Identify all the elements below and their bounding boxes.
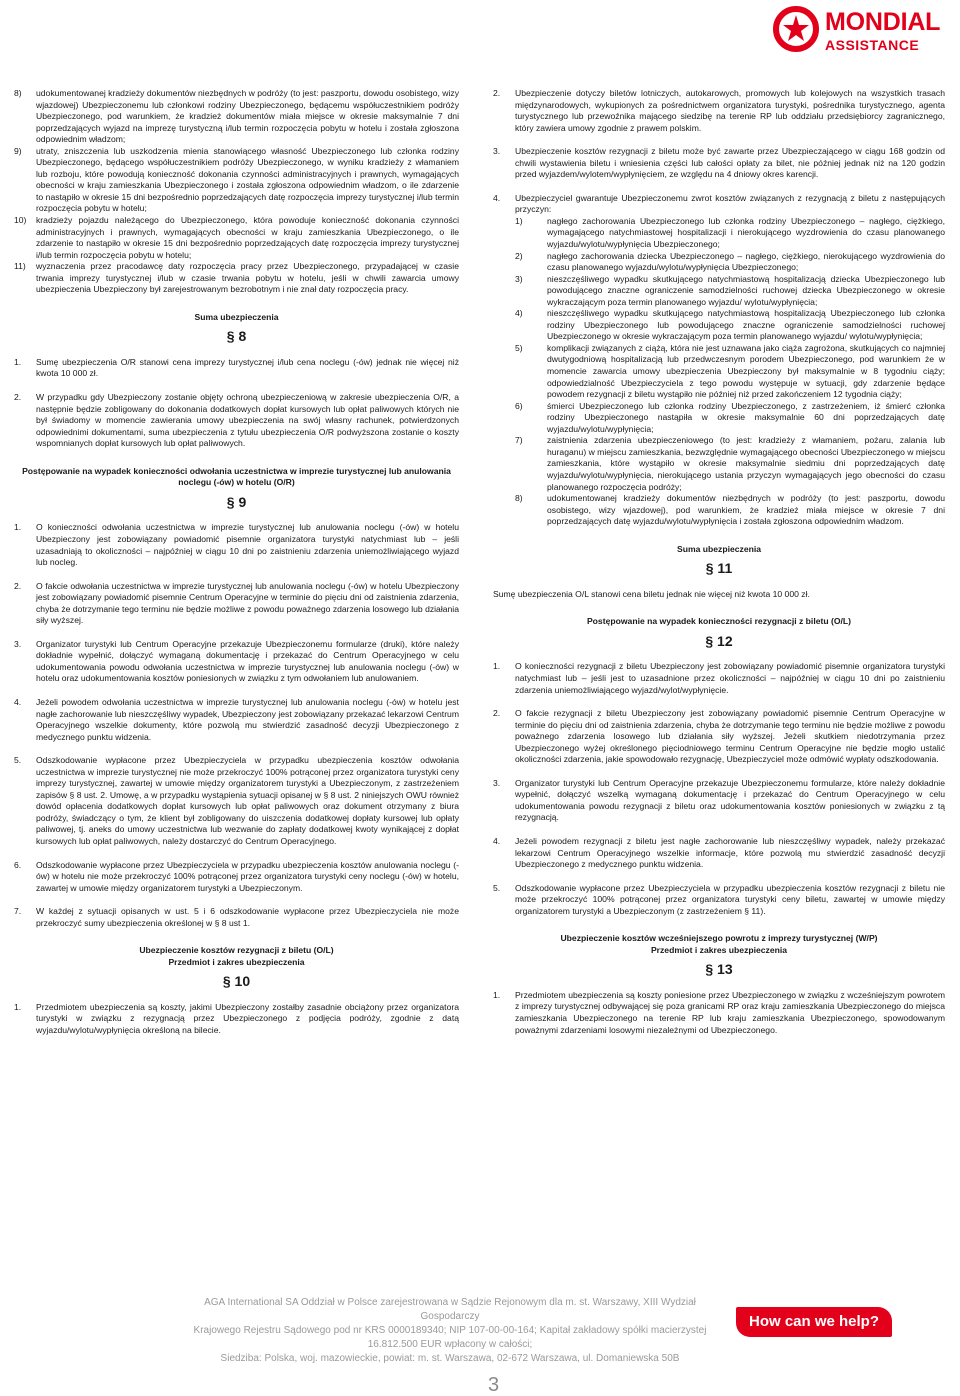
item-number: 7. (14, 906, 22, 917)
item-text: Przedmiotem ubezpieczenia są koszty, jakimi Ubezpieczony zostałby zasadnie obciążony przez organizatora turystyki w związku z rezygnacją przez Ubezpieczonego z podjęcia podróży, zgodnie z datą wyjazdu/wylotu/wypłynięcia określoną na bilecie. (36, 1001, 459, 1035)
list-item (493, 990, 945, 1036)
list-item (493, 708, 945, 766)
item-text: nagłego zachorowania dziecka Ubezpieczonego – nagłego, ciężkiego, nierokującego wyzdrowienia do czasu planowanego wyjazdu/wylotu/wypłynięcia Ubezpieczonego; (547, 250, 945, 273)
item-number: 6) (515, 400, 523, 411)
list-item (14, 88, 459, 146)
item-number: 1. (14, 1001, 22, 1012)
item-text: Organizator turystyki lub Centrum Operacyjne przekazuje Ubezpieczonemu formularze (druki), które należy dokładnie wypełnić, dołączyć wymaganą dokumentację i przekazać do Centrum Operacyjnego w celu udokumentowania powodu odwołania uczestnictwa w imprezie turystycznej lub anulowania noclegu (-ów) w hotelu oraz udokumentowania kosztów poniesionych w związku z tym odwołaniem lub anulowaniem. (36, 638, 459, 684)
item-text: wyznaczenia przez pracodawcę daty rozpoczęcia pracy przez Ubezpieczonego, przypadającej w czasie trwania imprezy turystycznej i/lub w czasie trwania pobytu w hotelu, jeśli w chwili zawarcia umowy ubezpieczenia Ubezpieczony był zarejestrowanym bezrobotnym i nie znał daty rozpoczęcia pracy. (36, 261, 459, 295)
item-number: 1. (493, 661, 501, 672)
list-item (515, 493, 945, 528)
list-item (14, 581, 459, 627)
section-number: § 9 (226, 493, 247, 510)
list-item (515, 308, 945, 343)
item-number: 2. (493, 708, 501, 719)
item-number: 8) (14, 88, 22, 98)
item-number: 5. (14, 755, 22, 766)
footer-line: Krajowego Rejestru Sądowego pod nr KRS 0000189340; NIP 107-00-00-164; Kapitał zakładowy spółki macierzystej 16.812.500 EUR wpłacony w całości; (193, 1325, 707, 1350)
section-heading: Ubezpieczenie kosztów rezygnacji z biletu (O/L) Przedmiot i zakres ubezpieczenia (139, 945, 334, 967)
section-heading: Ubezpieczenie kosztów wcześniejszego powrotu z imprezy turystycznej (W/P) Przedmiot i zakres ubezpieczenia (560, 933, 878, 955)
item-text: Odszkodowanie wypłacone przez Ubezpieczyciela w przypadku ubezpieczenia kosztów anulowania noclegu (-ów) w hotelu nie może przekroczyć 100% potrąconej przez organizatora turystyki ceny noclegu (-ów) w hotelu, zawartej w umowie między organizatorem turystyki a Ubezpieczonym. (36, 859, 459, 893)
item-number: 5) (515, 342, 523, 353)
item-text: Ubezpieczyciel gwarantuje Ubezpieczonemu zwrot kosztów związanych z rezygnacją z biletu z następujących przyczyn: (515, 192, 945, 215)
section-heading: Postępowanie na wypadek konieczności rezygnacji z biletu (O/L) (586, 616, 852, 627)
brand-name: MONDIAL (825, 8, 941, 36)
item-number: 1. (14, 356, 22, 367)
item-text: utraty, zniszczenia lub uszkodzenia mienia stanowiącego własność Ubezpieczonego lub członka rodziny Ubezpieczonego, będącego współuczestnikiem podróży Ubezpieczonego, w wyniku kradzieży z włamaniem lub rozboju, które powodują konieczność dokonania czynności administracyjnych i prawnych, wymagających obecności w kraju zamieszkania Ubezpieczonego i została zgłoszona odpowiednim władzom, o ile zdarzenie to nastąpiło w okresie 15 dni bezpośrednio poprzedzających datę rozpoczęcia imprezy turystycznej i/lub termin rozpoczęcia pobytu w hotelu; (36, 145, 459, 214)
left-column (14, 88, 459, 1044)
section-number: § 13 (705, 961, 733, 978)
item-text: W każdej z sytuacji opisanych w ust. 5 i 6 odszkodowanie wypłacone przez Ubezpieczyciela nie może przekroczyć sumy ubezpieczenia określonej w § 8 ust 1. (36, 906, 459, 928)
item-number: 7) (515, 435, 523, 446)
item-number: 6. (14, 859, 22, 870)
item-number: 5. (493, 882, 501, 893)
item-number: 11) (14, 261, 26, 272)
list-item (493, 883, 945, 918)
item-text: W przypadku gdy Ubezpieczony zostanie objęty ochroną ubezpieczeniową w zakresie ubezpieczenia O/R, a następnie będzie zobligowany do dokonania dodatkowych dopłat kursowych lub opłat paliwowych których nie był świadomy w momencie zawierania umowy ubezpieczenia na swój własny rachunek, potwierdzonych odpowiednimi dokumentami, suma ubezpieczenia z tytułu ubezpieczenia O/R podwyższona zostanie o koszty wspomnianych dopłat kursowych lub opłat paliwowych. (36, 392, 459, 449)
list-item (14, 697, 459, 743)
section-number: § 8 (226, 328, 247, 345)
list-item (14, 1002, 459, 1037)
item-text: O konieczności odwołania uczestnictwa w imprezie turystycznej lub anulowania noclegu (-ów) w hotelu Ubezpieczony jest zobowiązany powiadomić pisemnie organizatora turystyki natychmiast lub – jeśli uzasadniają to okoliczności – najpóźniej w ciągu 10 dni po zaistnieniu zdarzenia uniemożliwiającego wyjazd lub nocleg. (36, 522, 459, 568)
list-item (14, 215, 459, 261)
item-text: nagłego zachorowania Ubezpieczonego lub członka rodziny Ubezpieczonego – nagłego, ciężkiego, wymagającego natychmiastowej hospitalizacji i nierokującego wyzdrowienia do czasu planowanego wyjazdu/wylotu/wypłynięcia Ubezpieczonego; (547, 215, 945, 250)
item-text: O konieczności rezygnacji z biletu Ubezpieczony jest zobowiązany powiadomić pisemnie organizatora turystyki natychmiast lub – jeśli jest to uzasadnione przez okoliczności – najpóźniej w ciągu 10 dni po zaistnieniu zdarzenia uniemożliwiającego wyjazd/wylot/wypłynięcie. (515, 661, 945, 695)
item-number: 4. (493, 192, 501, 203)
reasons-list (493, 216, 945, 528)
list-item (493, 193, 945, 216)
item-number: 10) (14, 215, 27, 226)
list-item (14, 755, 459, 847)
item-number: 3) (515, 273, 523, 284)
left-list-a (14, 88, 459, 296)
mondial-emblem-icon (773, 6, 819, 52)
item-text: Jeżeli powodem rezygnacji z biletu jest nagłe zachorowanie lub nieszczęśliwy wypadek, należy przekazać lekarzowi Centrum Operacyjnego wszelkie informacje, które pozwolą mu stwierdzić zasadność decyzji Ubezpieczonego z medycznego punktu widzenia. (515, 835, 945, 870)
item-text: komplikacji związanych z ciążą, która nie jest uznawana jako ciąża zagrożona, skutkujących co najmniej dwutygodniową hospitalizacją lub przedwczesnym porodem Ubezpieczonego, pod warunkiem że w momencie zawarcia umowy ubezpieczenia Ubezpieczony był maksymalnie w 8 tygodniu ciąży; odpowiedzialność Ubezpieczyciela z tego powodu występuje w sytuacji, gdy zdarzenie będące powodem rezygnacji z biletu wystąpiło nie później niż przed zakończeniem 12 tygodnia ciąży; (547, 342, 945, 400)
list-item (14, 522, 459, 568)
list-item (515, 401, 945, 436)
item-text: Sumę ubezpieczenia O/R stanowi cena imprezy turystycznej i/lub cena noclegu (-ów) jednak nie więcej niż kwota 10 000 zł. (36, 356, 459, 379)
item-number: 3. (14, 638, 22, 649)
item-text: Ubezpieczenie dotyczy biletów lotniczych, autokarowych, promowych lub kolejowych na wszystkich trasach międzynarodowych, wykupionych za pośrednictwem organizatora turystyki, pośrednika turystycznego, agenta turystycznego lub przewoźnika mającego siedzibę na terenie RP lub oddziału przedsiębiorcy zagranicznego, który zawiera umowy zgodnie z prawem polskim. (515, 88, 945, 133)
item-number: 4. (493, 835, 501, 846)
item-number: 3. (493, 146, 501, 157)
item-text: kradzieży pojazdu należącego do Ubezpieczonego, która powoduje konieczność dokonania czynności administracyjnych i prawnych, wymagających obecności w kraju zamieszkania Ubezpieczonego, o ile zdarzenie to nastąpiło w okresie 15 dni bezpośrednio poprzedzających datę rozpoczęcia imprezy turystycznej i/lub termin rozpoczęcia pobytu w hotelu; (36, 215, 459, 260)
item-number: 2. (493, 88, 501, 98)
footer-line: AGA International SA Oddział w Polsce zarejestrowana w Sądzie Rejonowym dla m. st. Warszawy, XIII Wydział Gospodarczy (204, 1297, 696, 1322)
list-item (493, 778, 945, 824)
item-text: Organizator turystyki lub Centrum Operacyjne przekazuje Ubezpieczonemu formularze, które należy dokładnie wypełnić, dołączyć wszelką wymaganą dokumentację i przekazać do Centrum Operacyjnego w celu udokumentowania powodu rezygnacji z biletu oraz udokumentowania kosztów poniesionych w związku z tą rezygnacją. (515, 777, 945, 823)
list-item (14, 860, 459, 895)
item-number: 1) (515, 215, 523, 226)
item-number: 3. (493, 777, 501, 788)
item-number: 2) (515, 250, 523, 261)
item-number: 2. (14, 580, 22, 591)
section-heading: Suma ubezpieczenia (676, 543, 762, 554)
item-number: 4) (515, 308, 523, 319)
item-text: Odszkodowanie wypłacone przez Ubezpieczyciela w przypadku ubezpieczenia kosztów odwołania uczestnictwa w imprezie turystycznej nie może przekroczyć 100% potrąconej przez organizatora turystyki ceny imprezy turystycznej, zawartej w umowie między organizatorem turystyki a Ubezpieczonym, z zastrzeżeniem zapisów § 8 ust. 2. Umowę, a w przypadku wystąpienia sytuacji opisanej w § 8 ust. 2 niniejszych OWU również dowód opłacenia dodatkowych dopłat kursowych lub opłat paliwowych oraz dokument otrzymany z biura podróży, świadczący o tym, że klient był zobligowany do uiszczenia dodatkowej dopłaty kursowej lub opłaty paliwowej, tj. aneks do umowy uczestnictwa lub wezwanie do zapłaty dodatkowej kwoty wynikającej z dopłat kursowych lub opłat paliwowych, należy dostarczyć do Centrum Operacyjnego. (36, 755, 459, 846)
section-heading: Postępowanie na wypadek konieczności odwołania uczestnictwa w imprezie turystycznej lub anulowania noclegu (-ów) w hotelu (O/R) (22, 465, 451, 488)
page-number: 3 (488, 1374, 500, 1396)
item-text: Ubezpieczenie kosztów rezygnacji z biletu może być zawarte przez Ubezpieczającego w ciągu 168 godzin od chwili wystawienia biletu i wniesienia części lub całości opłaty za bilet, nie później jednak niż na 120 godzin przed wyjazdem/wylotem/wypłynięciem, ze względu na 4 dniowy okres karencji. (515, 146, 945, 180)
list-item (515, 251, 945, 274)
list-item (493, 836, 945, 871)
list-item (515, 343, 945, 401)
item-number: 1. (14, 522, 22, 533)
section-number: § 12 (705, 632, 733, 649)
item-text: udokumentowanej kradzieży dokumentów niezbędnych w podróży (to jest: paszportu, dowodu osobistego, wizy wjazdowej) Ubezpieczonemu lub członkowi rodziny Ubezpieczonego, będącemu współuczestnikiem podróży Ubezpieczonego, pod warunkiem, że kradzież dokumentów miała miejsce w okresie maksymalnie 7 dni poprzedzających wyjazd na imprezę turystyczną i/lub termin rozpoczęcia pobytu w hotelu i została zgłoszona odpowiednim władzom; (36, 88, 459, 145)
item-text: śmierci Ubezpieczonego lub członka rodziny Ubezpieczonego, z zastrzeżeniem, iż śmierć członka rodziny Ubezpieczonego nastąpiła w okresie maksymalnie 60 dni poprzedzających datę wyjazdu/wylotu/wypłynięcia; (547, 400, 945, 434)
item-text: Odszkodowanie wypłacone przez Ubezpieczyciela w przypadku ubezpieczenia kosztów rezygnacji z biletu nie może przekroczyć 100% potrąconej przez organizatora turystyki ceny biletu, zawartej w umowie między organizatorem turystyki a Ubezpieczonym (z zastrzeżeniem § 11). (515, 882, 945, 916)
list-item (14, 357, 459, 380)
mondial-logo (773, 6, 955, 58)
section-number: § 11 (705, 560, 733, 577)
company-footer (180, 1296, 720, 1366)
item-text: zaistnienia zdarzenia ubezpieczeniowego (to jest: kradzieży z włamaniem, pożaru, zalania lub huraganu) w miejscu zamieszkania, bezwzględnie wymagającego obecności Ubezpieczonego w miejscu zamieszkania, które wystąpiło w okresie maksymalnie siedmiu dni poprzedzających datę wyjazdu/wylotu/wypłynięcia, nierokującego ustania przyczyn wymagających jego obecności do czasu planowanego rozpoczęcia podróży; (547, 435, 945, 492)
list-item (515, 216, 945, 251)
list-item (14, 639, 459, 685)
item-number: 8) (515, 493, 523, 504)
item-number: 4. (14, 696, 22, 707)
list-item (14, 146, 459, 215)
brand-sub: ASSISTANCE (825, 37, 920, 53)
list-item (515, 435, 945, 493)
item-text: udokumentowanej kradzieży dokumentów niezbędnych w podróży (to jest: paszportu, dowodu osobistego, wizy wjazdowej), pod warunkiem, że kradzież miała miejsce w okresie 7 dni poprzedzających datę wyjazdu/wylotu/wypłynięcia i została zgłoszona odpowiednim władzom. (547, 493, 945, 527)
section-number: § 10 (222, 973, 251, 990)
section-text: Sumę ubezpieczenia O/L stanowi cena biletu jednak nie więcej niż kwota 10 000 zł. (493, 588, 810, 599)
section-heading: Suma ubezpieczenia (194, 311, 279, 322)
list-item (14, 261, 459, 296)
item-text: Przedmiotem ubezpieczenia są koszty poniesione przez Ubezpieczonego w związku z wcześniejszym powrotem z imprezy turystycznej odbywającej się poza granicami RP oraz kraju zamieszkania Ubezpieczonego do miejsca zamieszkania Ubezpieczonego na terenie RP lub kraju zamieszkania Ubezpieczonego, spowodowanym poważnymi zdarzeniami losowymi niezależnymi od Ubezpieczonego. (515, 989, 945, 1035)
item-number: 2. (14, 392, 22, 403)
item-text: O fakcie odwołania uczestnictwa w imprezie turystycznej lub anulowania noclegu (-ów) w hotelu Ubezpieczony jest zobowiązany powiadomić pisemnie Centrum Operacyjne w terminie do pięciu dni od zaistnienia zdarzenia, chyba że dotrzymanie tego terminu nie będzie możliwe z powodu poważnego zdarzenia losowego lub działania siły wyższej. (36, 580, 459, 626)
item-text: Jeżeli powodem odwołania uczestnictwa w imprezie turystycznej lub anulowania noclegu (-ów) w hotelu jest nagłe zachorowanie lub nieszczęśliwy wypadek, Ubezpieczony jest zobowiązany przekazać lekarzowi Centrum Operacyjnego wszelkie dokumenty, które pozwolą mu stwierdzić zasadność decyzji Ubezpieczonego z medycznego punktu widzenia. (36, 696, 459, 742)
item-text: O fakcie rezygnacji z biletu Ubezpieczony jest zobowiązany powiadomić pisemnie Centrum Operacyjne w terminie do pięciu dni od zaistnienia zdarzenia, chyba że dotrzymanie tego terminu nie będzie możliwe z powodu poważnego zdarzenia losowego lub działania siły wyższej. Jeżeli skutkiem niedotrzymania przez Ubezpieczonego wyżej określonego pięciodniowego terminu Centrum Operacyjne nie będzie mogło ustalić okoliczności zdarzenia, jakie spowodowało rezygnację, Ubezpieczyciel może odmówić wypłaty odszkodowania. (515, 708, 945, 765)
item-text: nieszczęśliwego wypadku skutkującego natychmiastową hospitalizacją Ubezpieczonego lub członka rodziny Ubezpieczonego lub powodującego znaczne ograniczenie samodzielności ruchowej Ubezpieczonego w okresie wykraczającym poza termin planowanego wyjazdu/ wylotu/wypłynięcia; (547, 308, 945, 342)
right-column (493, 88, 945, 1043)
list-item (493, 88, 945, 134)
item-text: nieszczęśliwego wypadku skutkującego natychmiastową hospitalizacją dziecka Ubezpieczonego lub powodującego znaczne ograniczenie samodzielności ruchowej dziecka Ubezpieczonego w okresie wykraczającym poza termin planowanego wyjazdu/ wylotu/wypłynięcia; (547, 273, 945, 307)
item-number: 1. (493, 989, 501, 1000)
list-item (14, 392, 459, 450)
list-item (493, 661, 945, 696)
help-button[interactable]: How can we help? (736, 1307, 892, 1337)
list-item (14, 906, 459, 929)
item-number: 9) (14, 145, 22, 156)
list-item (515, 274, 945, 309)
footer-line: Siedziba: Polska, woj. mazowieckie, powiat: m. st. Warszawa, 02-672 Warszawa, ul. Domaniewska 50B (220, 1353, 680, 1364)
list-item (493, 146, 945, 181)
